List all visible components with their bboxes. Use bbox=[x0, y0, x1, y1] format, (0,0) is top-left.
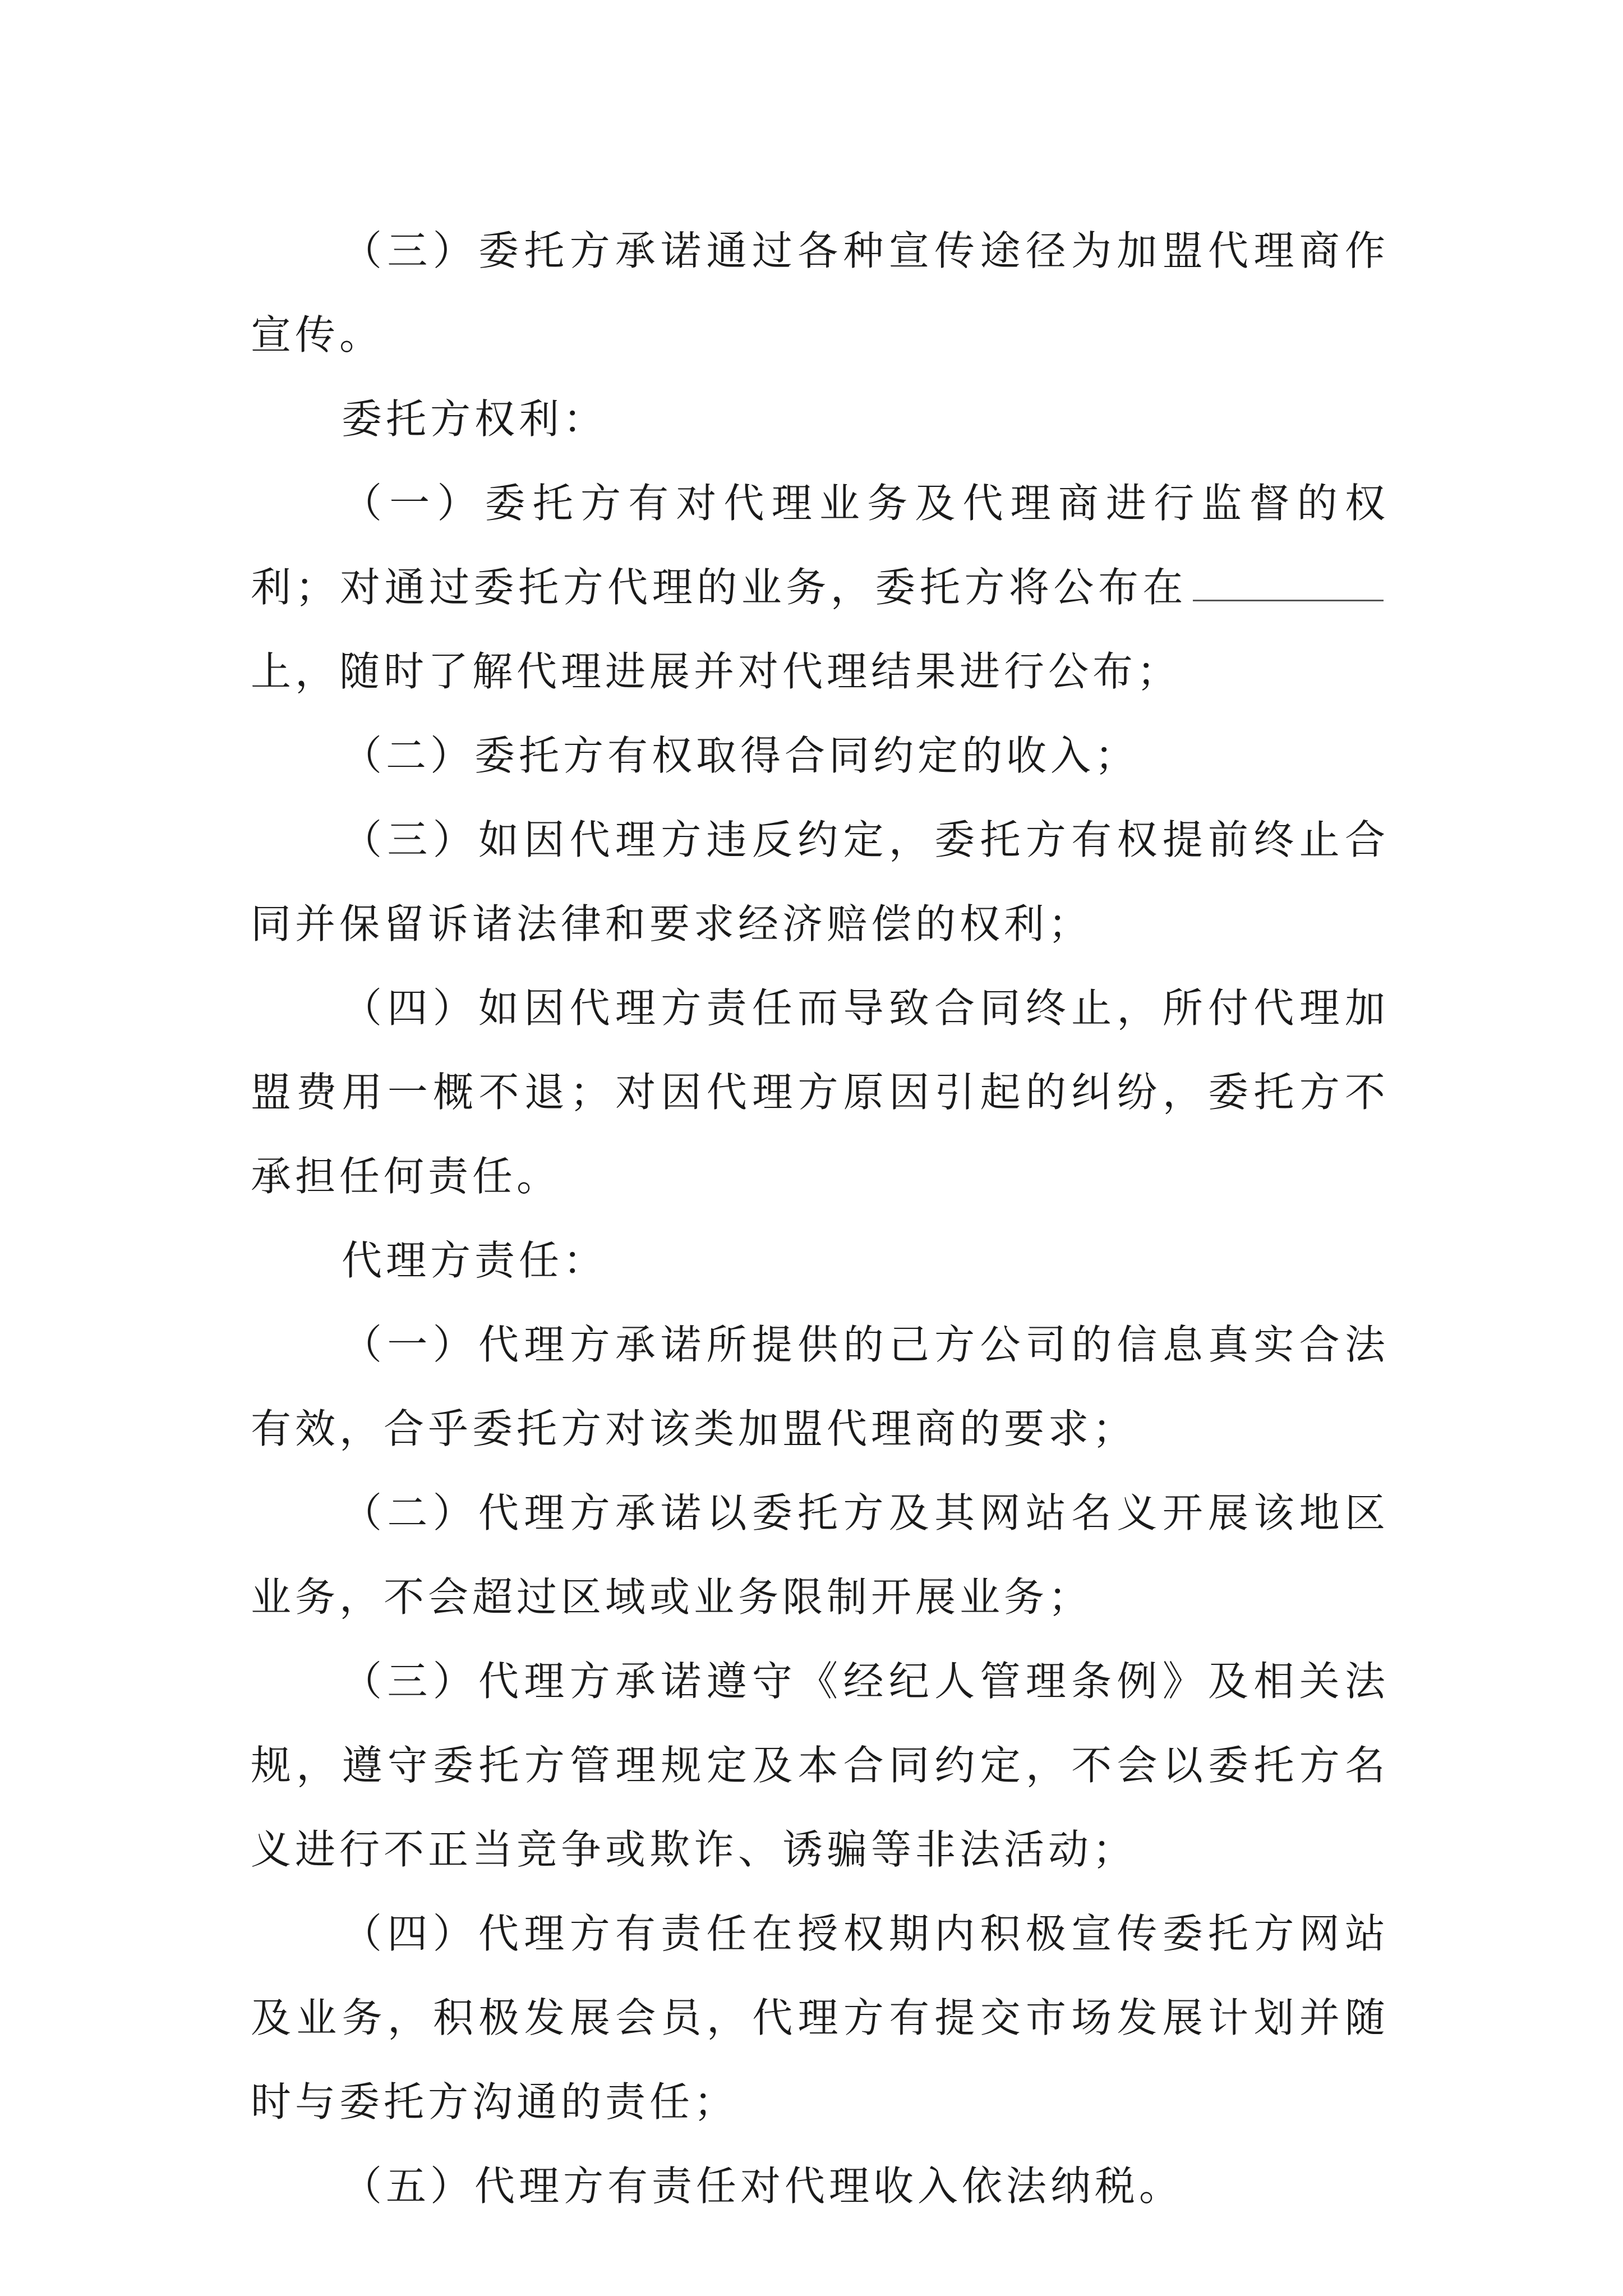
paragraph-promotion-duty: （四）代理方有责任在授权期内积极宣传委托方网站及业务，积极发展会员，代理方有提交市场发展计划并随时与委托方沟通的责任； bbox=[251, 1910, 1389, 2125]
heading-agent-responsibilities: 代理方责任： bbox=[342, 1237, 608, 1284]
paragraph-compliance: （三）代理方承诺遵守《经纪人管理条例》及相关法规，遵守委托方管理规定及本合同约定，不会以委托方名义进行不正当竞争或欺诈、诱骗等非法活动； bbox=[251, 1658, 1389, 1873]
paragraph-income-right: （二）委托方有权取得合同约定的收入； bbox=[342, 732, 1140, 779]
paragraph-business-scope: （二）代理方承诺以委托方及其网站名义开展该地区业务，不会超过区域或业务限制开展业务； bbox=[251, 1489, 1389, 1621]
document-body bbox=[251, 209, 1389, 2228]
paragraph-promotion-commitment: （三）委托方承诺通过各种宣传途径为加盟代理商作宣传。 bbox=[251, 227, 1389, 358]
paragraph-tax-duty: （五）代理方有责任对代理收入依法纳税。 bbox=[342, 2162, 1184, 2210]
paragraph-supervision-text-after: 上，随时了解代理进展并对代理结果进行公布； bbox=[251, 648, 1182, 695]
paragraph-info-truthful: （一）代理方承诺所提供的己方公司的信息真实合法有效，合乎委托方对该类加盟代理商的要求； bbox=[251, 1321, 1389, 1452]
paragraph-no-refund: （四）如因代理方责任而导致合同终止，所付代理加盟费用一概不退；对因代理方原因引起的纠纷，委托方不承担任何责任。 bbox=[251, 984, 1389, 1200]
paragraph-termination-right: （三）如因代理方违反约定，委托方有权提前终止合同并保留诉诸法律和要求经济赔偿的权利； bbox=[251, 816, 1389, 947]
paragraph-supervision-text-before: （一）委托方有对代理业务及代理商进行监督的权利；对通过委托方代理的业务，委托方将公布在 bbox=[251, 480, 1389, 611]
paragraph-supervision-right bbox=[251, 461, 1389, 714]
heading-principal-rights: 委托方权利： bbox=[342, 395, 608, 443]
fill-in-blank bbox=[1193, 567, 1384, 601]
